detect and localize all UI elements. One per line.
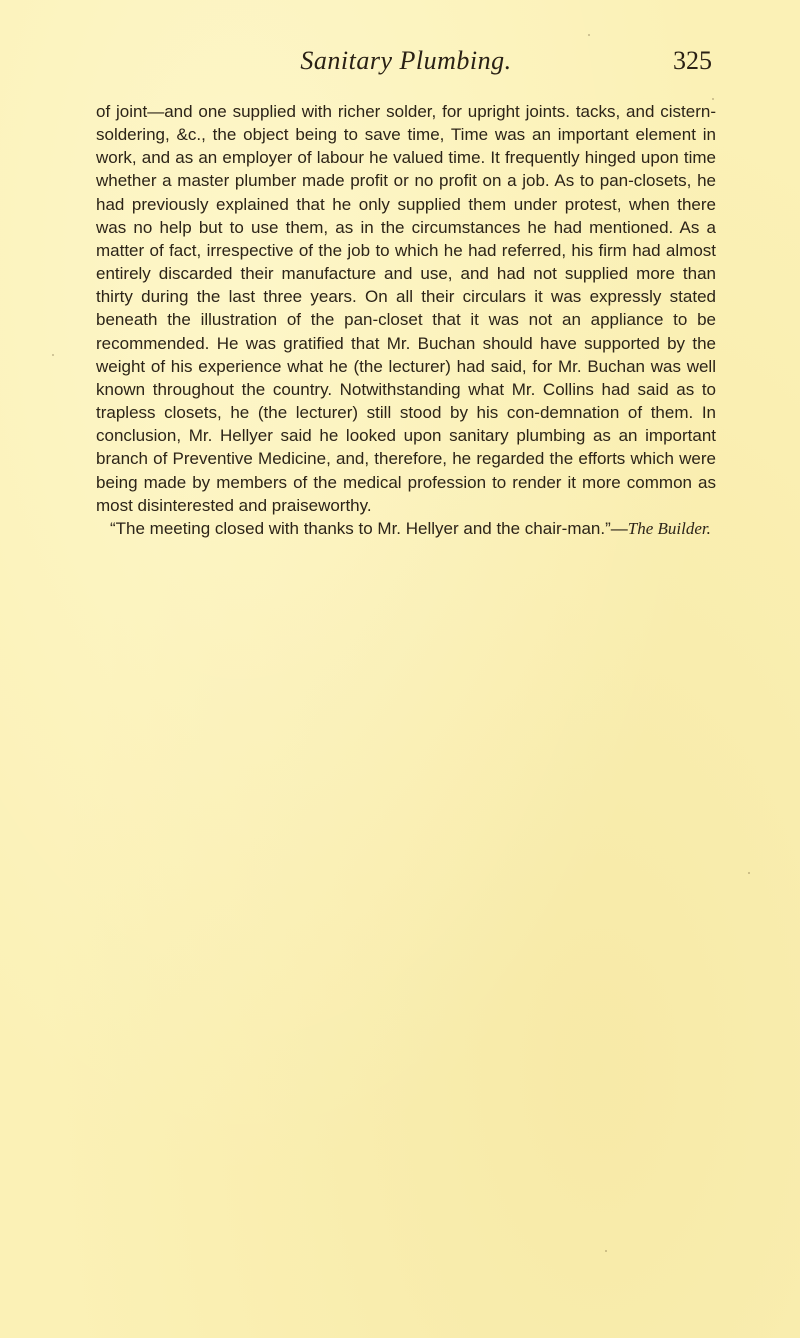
paper-speck xyxy=(605,1250,607,1252)
body-text xyxy=(96,100,716,540)
closing-quote-text: “The meeting closed with thanks to Mr. Hellyer and the chair-man.”— xyxy=(110,518,628,538)
paper-speck xyxy=(748,872,750,874)
running-title: Sanitary Plumbing. xyxy=(300,46,512,75)
paper-speck xyxy=(588,34,590,36)
page-number: 325 xyxy=(673,46,712,75)
paragraph-2 xyxy=(96,517,716,540)
paper-speck xyxy=(52,354,54,356)
paragraph-1: of joint—and one supplied with richer solder, for upright joints. tacks, and cistern-soldering, &c., the object being to save time, Time was an important element in work, and as an employer of labour he valued time. It frequently hinged upon time whether a master plumber made profit or no profit on a job. As to pan-closets, he had previously explained that he only supplied them under protest, when there was no help but to use them, as in the circumstances he had mentioned. As a matter of fact, irrespective of the job to which he had referred, his firm had almost entirely discarded their manufacture and use, and had not supplied more than thirty during the last three years. On all their circulars it was expressly stated beneath the illustration of the pan-closet that it was not an appliance to be recommended. He was gratified that Mr. Buchan should have supported by the weight of his experience what he (the lecturer) had said, for Mr. Buchan was well known throughout the country. Notwithstanding what Mr. Collins had said as to trapless closets, he (the lecturer) still stood by his con-demnation of them. In conclusion, Mr. Hellyer said he looked upon sanitary plumbing as an important branch of Preventive Medicine, and, therefore, he regarded the efforts which were being made by members of the medical profession to render it more common as most disinterested and praiseworthy. xyxy=(96,102,716,515)
paper-speck xyxy=(712,98,714,100)
running-head xyxy=(96,42,716,82)
source-citation: The Builder. xyxy=(627,518,711,538)
